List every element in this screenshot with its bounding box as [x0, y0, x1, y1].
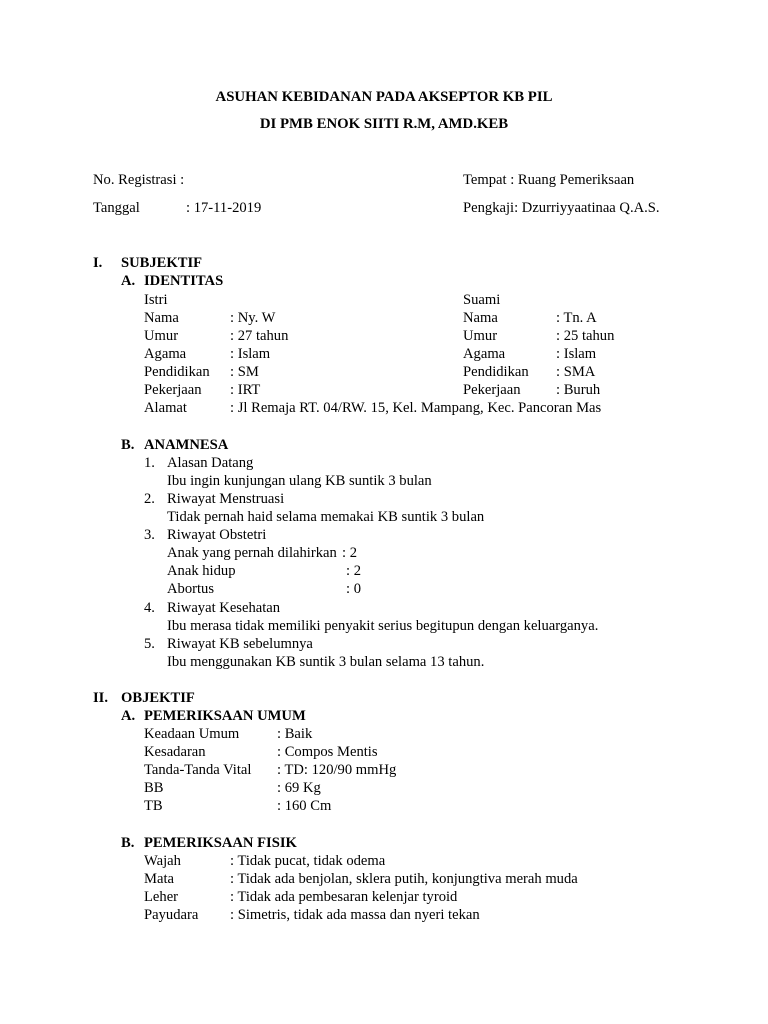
- exam-value: : Simetris, tidak ada massa dan nyeri tekan: [230, 907, 480, 923]
- suami-key: Pekerjaan: [463, 382, 521, 398]
- suami-key: Agama: [463, 346, 506, 362]
- exam-value: : Tidak ada benjolan, sklera putih, konjungtiva merah muda: [230, 871, 578, 887]
- obstetri-key: Anak hidup: [167, 563, 236, 579]
- list-item-number: 4.: [144, 600, 155, 616]
- istri-value: : IRT: [230, 382, 261, 398]
- suami-value: : Tn. A: [556, 310, 597, 326]
- exam-value: : Baik: [277, 726, 313, 742]
- list-item-title: Riwayat Menstruasi: [167, 491, 285, 507]
- istri-key: Umur: [144, 328, 179, 344]
- registration-label: No. Registrasi :: [93, 172, 185, 188]
- istri-value: : Ny. W: [230, 310, 276, 326]
- tanggal-label: Tanggal: [93, 200, 140, 216]
- exam-value: : 69 Kg: [277, 780, 321, 796]
- subsection-title-umum: PEMERIKSAAN UMUM: [144, 708, 306, 724]
- exam-key: Keadaan Umum: [144, 726, 240, 742]
- list-item-detail: Ibu ingin kunjungan ulang KB suntik 3 bulan: [167, 473, 432, 489]
- exam-key: Tanda-Tanda Vital: [144, 762, 252, 778]
- list-item-number: 5.: [144, 636, 155, 652]
- exam-key: Mata: [144, 871, 174, 887]
- subsection-letter-fisik: B.: [121, 835, 135, 851]
- document-subtitle: DI PMB ENOK SIITI R.M, AMD.KEB: [259, 116, 509, 132]
- list-item-number: 2.: [144, 491, 155, 507]
- exam-key: TB: [144, 798, 163, 814]
- exam-key: Leher: [144, 889, 179, 905]
- suami-key: Nama: [463, 310, 498, 326]
- istri-key: Agama: [144, 346, 187, 362]
- tempat-info: Tempat : Ruang Pemeriksaan: [463, 172, 635, 188]
- exam-key: Payudara: [144, 907, 199, 923]
- list-item-title: Riwayat Kesehatan: [167, 600, 281, 616]
- tanggal-value: : 17-11-2019: [186, 200, 262, 216]
- suami-value: : SMA: [556, 364, 596, 380]
- suami-value: : Islam: [556, 346, 597, 362]
- exam-value: : Compos Mentis: [277, 744, 378, 760]
- suami-value: : Buruh: [556, 382, 601, 398]
- list-item-detail: Tidak pernah haid selama memakai KB suntik 3 bulan: [167, 509, 485, 525]
- subsection-title-anamnesa: ANAMNESA: [144, 437, 229, 453]
- obstetri-value: : 0: [346, 581, 361, 597]
- subsection-letter-anamnesa: B.: [121, 437, 135, 453]
- suami-key: Umur: [463, 328, 498, 344]
- list-item-detail: Ibu merasa tidak memiliki penyakit serius begitupun dengan keluarganya.: [167, 618, 599, 634]
- alamat-key: Alamat: [144, 400, 187, 416]
- istri-key: Nama: [144, 310, 179, 326]
- exam-value: : 160 Cm: [277, 798, 332, 814]
- subsection-title-identitas: IDENTITAS: [144, 273, 224, 289]
- document-title: ASUHAN KEBIDANAN PADA AKSEPTOR KB PIL: [215, 89, 553, 105]
- obstetri-value: : 2: [346, 563, 361, 579]
- pengkaji-info: Pengkaji: Dzurriyyaatinaa Q.A.S.: [463, 200, 660, 216]
- subsection-title-fisik: PEMERIKSAAN FISIK: [144, 835, 297, 851]
- exam-value: : Tidak pucat, tidak odema: [230, 853, 386, 869]
- istri-key: Pekerjaan: [144, 382, 202, 398]
- istri-value: : Islam: [230, 346, 271, 362]
- exam-value: : TD: 120/90 mmHg: [277, 762, 397, 778]
- subsection-letter-umum: A.: [121, 708, 136, 724]
- obstetri-key: Anak yang pernah dilahirkan: [167, 545, 337, 561]
- exam-value: : Tidak ada pembesaran kelenjar tyroid: [230, 889, 458, 905]
- istri-key: Pendidikan: [144, 364, 210, 380]
- istri-value: : 27 tahun: [230, 328, 289, 344]
- section-num-objektif: II.: [93, 690, 109, 706]
- obstetri-key: Abortus: [167, 581, 215, 597]
- suami-value: : 25 tahun: [556, 328, 615, 344]
- exam-key: Wajah: [144, 853, 181, 869]
- section-num-subjektif: I.: [93, 255, 103, 271]
- subsection-letter-identitas: A.: [121, 273, 136, 289]
- list-item-title: Riwayat Obstetri: [167, 527, 267, 543]
- list-item-detail: Ibu menggunakan KB suntik 3 bulan selama 13 tahun.: [167, 654, 485, 670]
- section-title-subjektif: SUBJEKTIF: [121, 255, 203, 271]
- suami-label: Suami: [463, 292, 501, 308]
- exam-key: BB: [144, 780, 164, 796]
- obstetri-value: : 2: [342, 545, 357, 561]
- list-item-number: 3.: [144, 527, 155, 543]
- suami-key: Pendidikan: [463, 364, 529, 380]
- exam-key: Kesadaran: [144, 744, 206, 760]
- istri-label: Istri: [144, 292, 168, 308]
- list-item-title: Alasan Datang: [167, 455, 254, 471]
- section-title-objektif: OBJEKTIF: [121, 690, 195, 706]
- alamat-value: : Jl Remaja RT. 04/RW. 15, Kel. Mampang, Kec. Pancoran Mas: [230, 400, 602, 416]
- list-item-number: 1.: [144, 455, 155, 471]
- list-item-title: Riwayat KB sebelumnya: [167, 636, 313, 652]
- istri-value: : SM: [230, 364, 259, 380]
